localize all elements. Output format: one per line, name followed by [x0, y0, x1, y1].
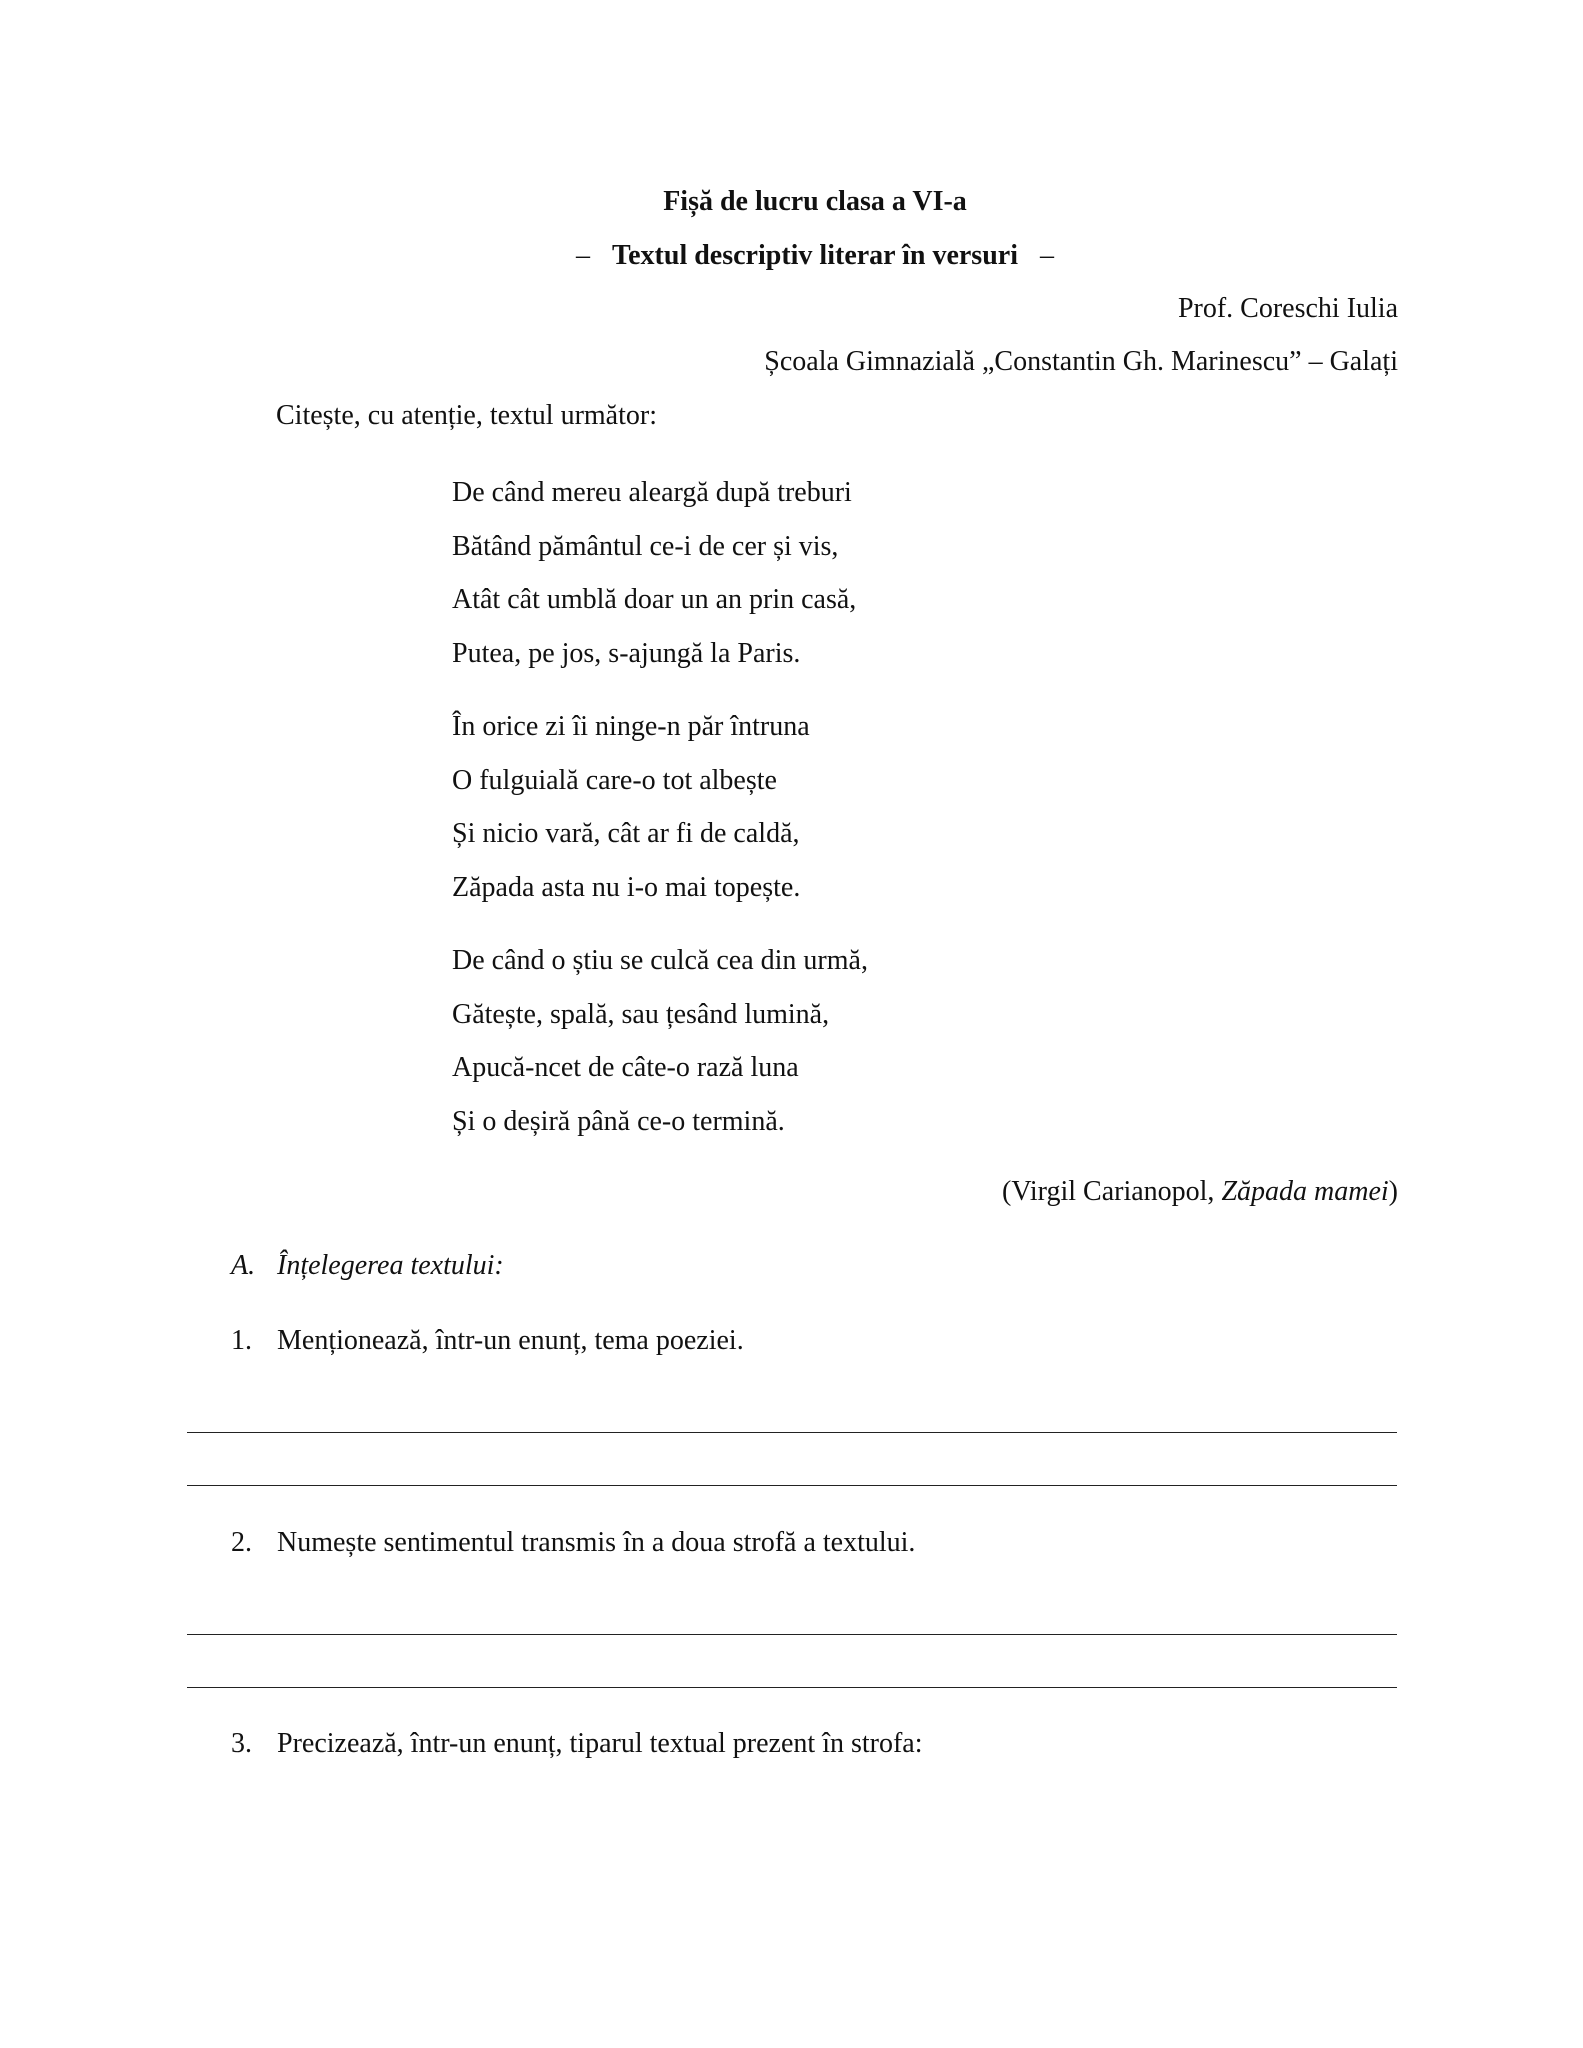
- question-number: 3.: [231, 1728, 252, 1759]
- subtitle-dash-right: –: [1039, 240, 1054, 271]
- poem-line: Zăpada asta nu i-o mai topește.: [452, 871, 801, 903]
- poem-line: Atât cât umblă doar un an prin casă,: [452, 584, 857, 615]
- question-1: [231, 1325, 744, 1357]
- poem-line: De când o știu se culcă cea din urmă,: [452, 945, 868, 976]
- worksheet-title: Fișă de lucru clasa a VI-a: [663, 186, 967, 217]
- question-text: Menționează, într-un enunț, tema poeziei.: [277, 1325, 744, 1356]
- source-prefix: (Virgil Carianopol,: [1002, 1176, 1222, 1207]
- reading-instruction: Citește, cu atenție, textul următor:: [276, 400, 657, 431]
- poem-stanza-1: [452, 466, 856, 680]
- poem-line: Și nicio vară, cât ar fi de caldă,: [452, 818, 800, 849]
- source-suffix: ): [1388, 1176, 1398, 1207]
- question-2: [231, 1527, 915, 1559]
- answer-line[interactable]: [187, 1634, 1397, 1635]
- question-number: 1.: [231, 1325, 252, 1356]
- subtitle-dash-left: –: [576, 240, 591, 271]
- poem-line: Bătând pământul ce-i de cer și vis,: [452, 530, 839, 562]
- poem-line: Și o deșiră până ce-o termină.: [452, 1105, 785, 1137]
- poem-source: [1002, 1176, 1398, 1208]
- poem-line: De când mereu aleargă după treburi: [452, 477, 852, 508]
- answer-line[interactable]: [187, 1687, 1397, 1688]
- section-a-label: A.: [231, 1250, 256, 1281]
- answer-line[interactable]: [187, 1432, 1397, 1433]
- poem-line: Gătește, spală, sau țesând lumină,: [452, 998, 830, 1030]
- school-name: Școala Gimnazială „Constantin Gh. Marinescu” – Galați: [764, 346, 1398, 377]
- section-a-title: Înțelegerea textului:: [277, 1250, 504, 1281]
- poem-stanza-2: [452, 700, 810, 914]
- question-3: [231, 1728, 923, 1760]
- poem-line: Putea, pe jos, s-ajungă la Paris.: [452, 637, 801, 669]
- poem-line: O fulguială care-o tot albește: [452, 764, 777, 796]
- answer-line[interactable]: [187, 1485, 1397, 1486]
- section-a-heading: [231, 1250, 504, 1282]
- question-text: Precizează, într-un enunț, tiparul textual prezent în strofa:: [277, 1728, 923, 1759]
- author-name: Prof. Coreschi Iulia: [1177, 293, 1398, 324]
- poem-line: În orice zi îi ninge-n păr întruna: [452, 711, 810, 742]
- worksheet-subtitle: [0, 240, 1583, 272]
- poem-line: Apucă-ncet de câte-o rază luna: [452, 1052, 799, 1083]
- poem-stanza-3: [452, 934, 868, 1148]
- source-title: Zăpada mamei: [1221, 1176, 1389, 1207]
- question-number: 2.: [231, 1527, 252, 1558]
- subtitle-text: Textul descriptiv literar în versuri: [612, 240, 1018, 271]
- question-text: Numește sentimentul transmis în a doua strofă a textului.: [277, 1527, 916, 1558]
